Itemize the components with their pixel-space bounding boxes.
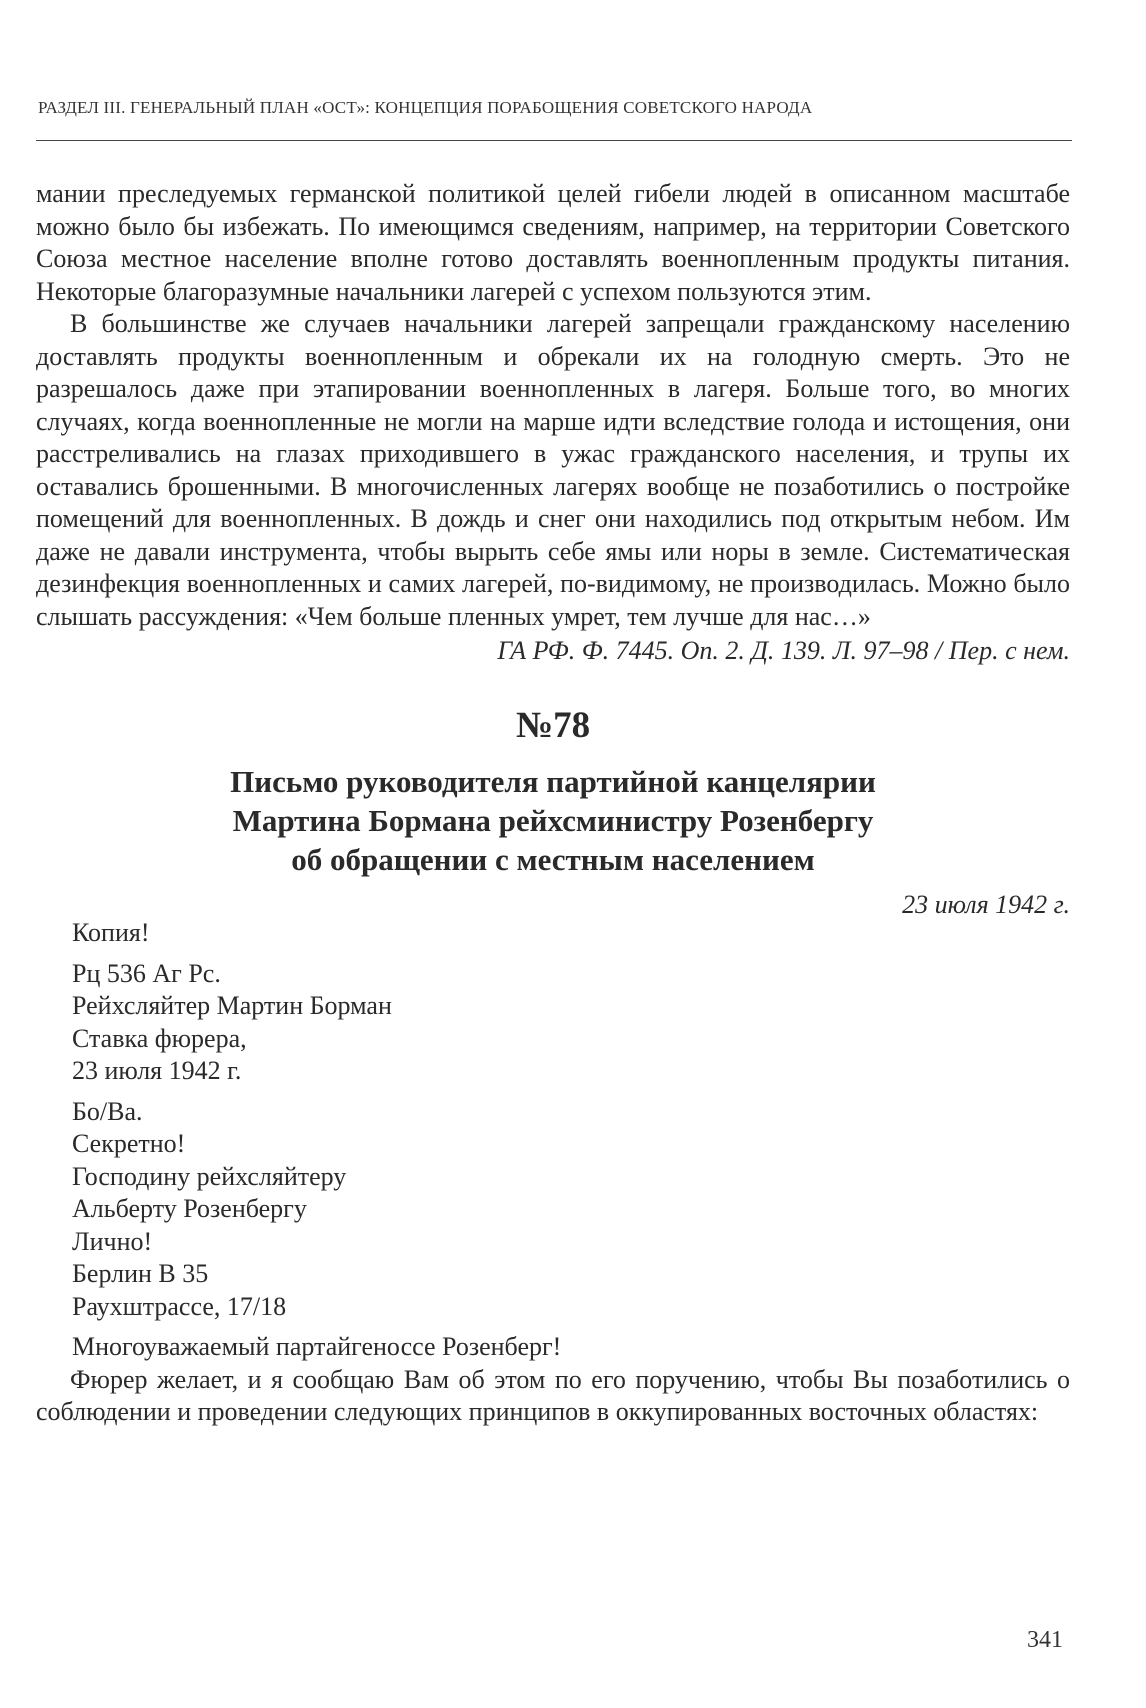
address-line: Бо/Ва. <box>72 1096 143 1126</box>
document-title-line: Письмо руководителя партийной канцелярии <box>230 763 876 799</box>
address-line: Раухштрассе, 17/18 <box>72 1291 287 1321</box>
document-date: 23 июля 1942 г. <box>902 889 1070 919</box>
main-paragraph: В большинстве же случаев начальники лагерей запрещали гражданскому населению доставлять продукты военнопленным и обрекали их на голодную смерть. Это не разрешалось даже при этапировании военнопленных в лагеря. Больше того, во многих случаях, когда военнопленные не могли на марше идти вследствие голода и истощения, они расстреливались на глазах приходившего в ужас гражданского населения, и трупы их оставались брошенными. В многочисленных лагерях вообще не позаботились о постройке помещений для военнопленных. В дождь и снег они находились под открытым небом. Им даже не давали инструмента, чтобы вырыть себе ямы или норы в земле. Систематическая дезинфекция военнопленных и самих лагерей, по-видимому, не производилась. Можно было слышать рассуждения: «Чем больше пленных умрет, тем лучше для нас…» <box>36 309 1070 631</box>
salutation-block <box>36 1331 1070 1364</box>
header-rule <box>36 140 1072 141</box>
letter-header-line: Ставка фюрера, <box>72 1023 247 1053</box>
letter-header-line: 23 июля 1942 г. <box>72 1056 242 1085</box>
letter-header-line: Рц 536 Аг Рс. <box>72 958 221 988</box>
page-body <box>36 178 1070 1429</box>
salutation: Многоуважаемый партайгеноссе Розенберг! <box>72 1332 562 1361</box>
address-line: Господину рейхсляйтеру <box>72 1161 347 1191</box>
address-line: Альберту Розенбергу <box>72 1194 307 1223</box>
copy-label: Копия! <box>72 918 150 947</box>
address-line: Секретно! <box>72 1129 186 1158</box>
page-number: 341 <box>1027 1627 1063 1653</box>
archive-citation: ГА РФ. Ф. 7445. Оп. 2. Д. 139. Л. 97–98 / Пер. с нем. <box>497 636 1070 665</box>
document-title-line: об обращении с местным населением <box>291 841 815 877</box>
document-number: №78 <box>515 704 591 746</box>
intro-paragraph: мании преследуемых германской политикой целей гибели людей в описанном масштабе можно было бы избежать. По имеющимся сведениям, например, на территории Советского Союза местное население вполне готово доставлять военнопленным продукты питания. Некоторые благоразумные начальники лагерей с успехом пользуются этим. <box>36 179 1070 306</box>
address-line: Лично! <box>72 1226 153 1256</box>
document-title-line: Мартина Бормана рейхсминистру Розенбергу <box>232 802 874 838</box>
letter-paragraph: Фюрер желает, и я сообщаю Вам об этом по его поручению, чтобы Вы позаботились о соблюдении и проведении следующих принципов в оккупированных восточных областях: <box>36 1364 1070 1426</box>
letter-header-block <box>36 958 1070 1088</box>
letter-header-line: Рейхсляйтер Мартин Борман <box>72 991 392 1020</box>
address-block <box>36 1096 1070 1324</box>
address-line: Берлин В 35 <box>72 1259 209 1288</box>
running-head: РАЗДЕЛ III. ГЕНЕРАЛЬНЫЙ ПЛАН «ОСТ»: КОНЦЕПЦИЯ ПОРАБОЩЕНИЯ СОВЕТСКОГО НАРОДА <box>38 98 813 117</box>
document-title <box>36 762 1070 879</box>
copy-label-block <box>36 917 1070 950</box>
